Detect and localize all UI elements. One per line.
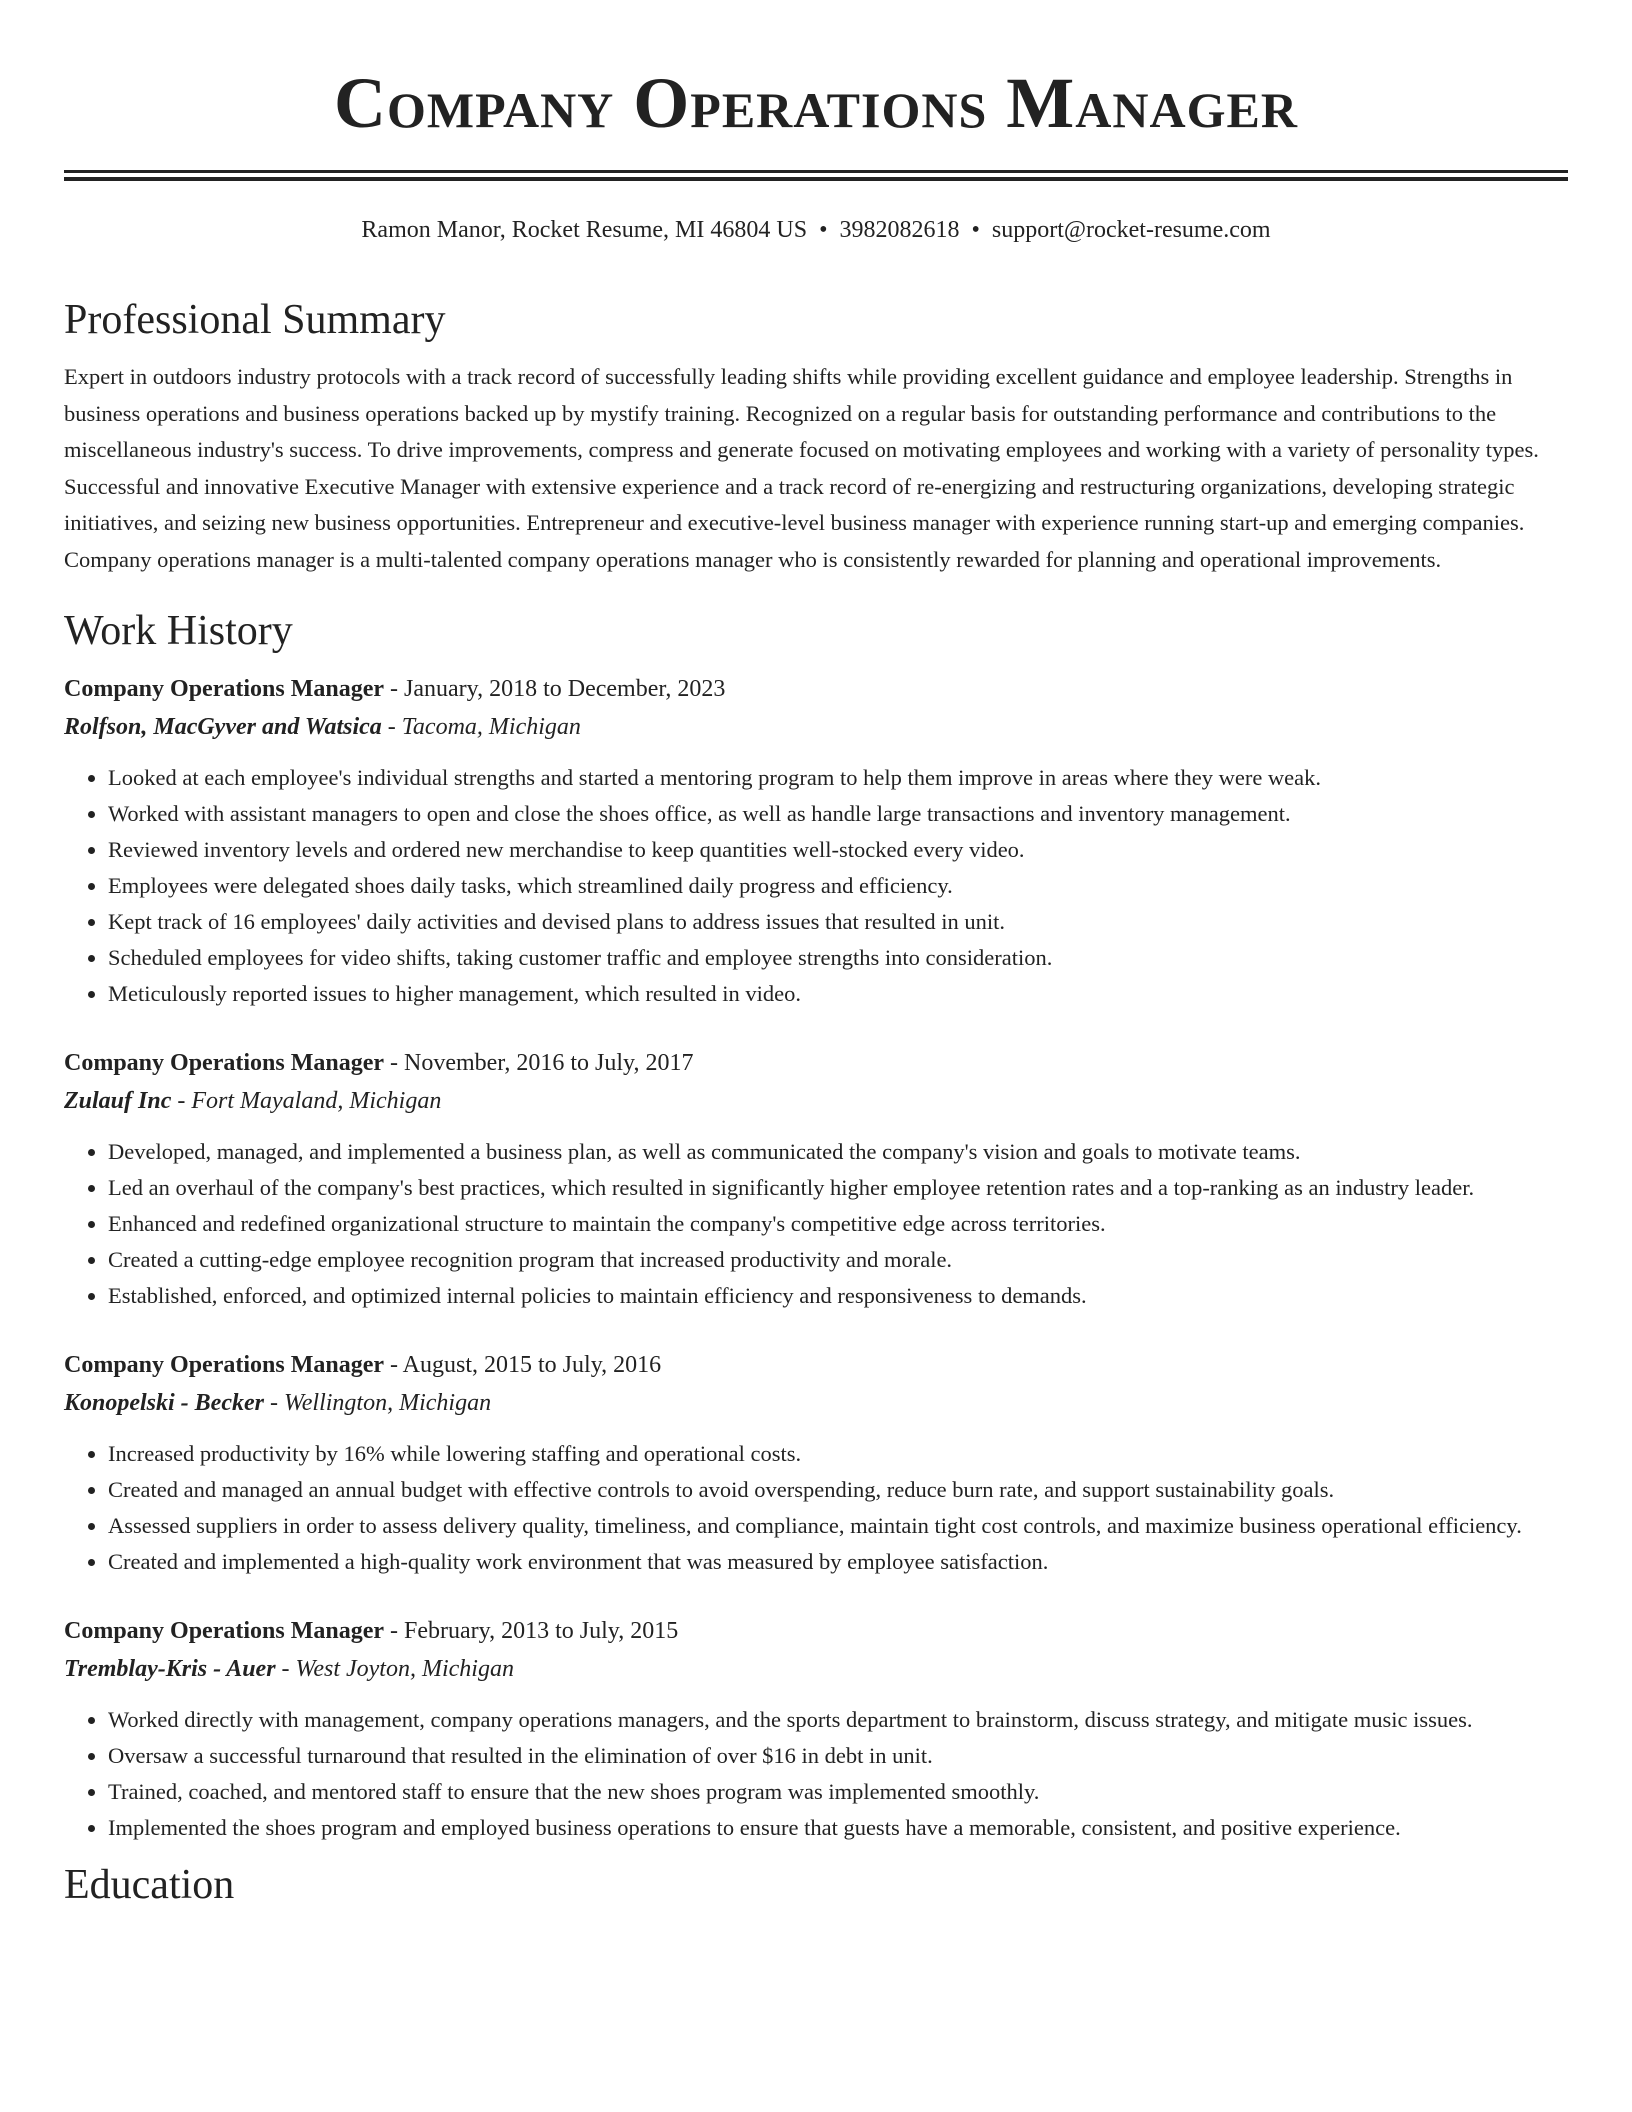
- job-bullet: • Oversaw a successful turnaround that resulted in the elimination of over $16 in debt in unit.: [108, 1738, 1568, 1774]
- job-bullet: • Implemented the shoes program and employed business operations to ensure that guests have a memorable, consistent, and positive experience.: [108, 1810, 1568, 1846]
- job-employer: [64, 1082, 1568, 1120]
- job-bullet: • Worked with assistant managers to open and close the shoes office, as well as handle large transactions and inventory management.: [108, 796, 1568, 832]
- job-dates: February, 2013 to July, 2015: [404, 1618, 679, 1644]
- job-location: West Joyton, Michigan: [295, 1656, 514, 1682]
- job-entry: [64, 1612, 1568, 1846]
- job-bullet: • Assessed suppliers in order to assess delivery quality, timeliness, and compliance, maintain tight cost controls, and maximize business operational efficiency.: [108, 1508, 1568, 1544]
- job-entry: [64, 1346, 1568, 1580]
- job-location: Tacoma, Michigan: [401, 714, 581, 740]
- job-bullet: • Kept track of 16 employees' daily activities and devised plans to address issues that resulted in unit.: [108, 904, 1568, 940]
- job-dates: January, 2018 to December, 2023: [404, 676, 726, 702]
- job-company: Tremblay-Kris - Auer: [64, 1656, 276, 1682]
- job-dash: -: [275, 1656, 296, 1682]
- job-bullet: • Worked directly with management, company operations managers, and the sports department to brainstorm, discuss strategy, and mitigate music issues.: [108, 1702, 1568, 1738]
- job-bullet: • Increased productivity by 16% while lowering staffing and operational costs.: [108, 1436, 1568, 1472]
- job-dash: -: [384, 1352, 403, 1378]
- job-bullets: [64, 760, 1568, 1012]
- contact-phone[interactable]: 3982082618: [839, 217, 960, 243]
- contact-email[interactable]: support@rocket-resume.com: [991, 217, 1271, 243]
- work-history-list: [64, 670, 1568, 1846]
- job-bullet: • Looked at each employee's individual strengths and started a mentoring program to help them improve in areas where they were weak.: [108, 760, 1568, 796]
- job-dash: -: [263, 1390, 284, 1416]
- job-employer: [64, 708, 1568, 746]
- job-dash: -: [171, 1088, 192, 1114]
- job-company: Konopelski - Becker: [64, 1390, 264, 1416]
- resume-name: Company Operations Manager: [334, 63, 1298, 143]
- job-bullet: • Scheduled employees for video shifts, taking customer traffic and employee strengths into consideration.: [108, 940, 1568, 976]
- job-title: Company Operations Manager: [64, 1050, 384, 1076]
- job-employer: [64, 1650, 1568, 1688]
- job-bullet: • Created a cutting-edge employee recognition program that increased productivity and morale.: [108, 1242, 1568, 1278]
- job-bullet: • Developed, managed, and implemented a business plan, as well as communicated the company's vision and goals to motivate teams.: [108, 1134, 1568, 1170]
- job-company: Rolfson, MacGyver and Watsica: [64, 714, 382, 740]
- job-bullet: • Trained, coached, and mentored staff to ensure that the new shoes program was implemented smoothly.: [108, 1774, 1568, 1810]
- job-dash: -: [381, 714, 402, 740]
- job-bullet: • Established, enforced, and optimized internal policies to maintain efficiency and responsiveness to demands.: [108, 1278, 1568, 1314]
- job-dates: August, 2015 to July, 2016: [402, 1352, 662, 1378]
- job-company: Zulauf Inc: [64, 1088, 172, 1114]
- job-employer: [64, 1384, 1568, 1422]
- job-bullet: • Led an overhaul of the company's best practices, which resulted in significantly higher employee retention rates and a top-ranking as an industry leader.: [108, 1170, 1568, 1206]
- contact-separator: •: [971, 217, 980, 243]
- job-entry: [64, 1044, 1568, 1314]
- job-bullet: • Created and managed an annual budget with effective controls to avoid overspending, reduce burn rate, and support sustainability goals.: [108, 1472, 1568, 1508]
- job-entry: [64, 670, 1568, 1012]
- job-header: [64, 1612, 1568, 1650]
- job-title: Company Operations Manager: [64, 1618, 384, 1644]
- job-title: Company Operations Manager: [64, 1352, 384, 1378]
- job-header: [64, 670, 1568, 708]
- contact-line: [64, 215, 1568, 245]
- education-heading: Education: [64, 1862, 235, 1908]
- summary-heading: Professional Summary: [64, 297, 446, 343]
- job-bullets: [64, 1436, 1568, 1580]
- job-header: [64, 1044, 1568, 1082]
- job-dash: -: [384, 1050, 404, 1076]
- job-dash: -: [384, 676, 404, 702]
- job-title: Company Operations Manager: [64, 676, 384, 702]
- job-bullet: • Meticulously reported issues to higher management, which resulted in video.: [108, 976, 1568, 1012]
- job-dates: November, 2016 to July, 2017: [404, 1050, 694, 1076]
- job-bullet: • Created and implemented a high-quality work environment that was measured by employee satisfaction.: [108, 1544, 1568, 1580]
- job-location: Wellington, Michigan: [283, 1390, 492, 1416]
- job-bullet: • Enhanced and redefined organizational structure to maintain the company's competitive edge across territories.: [108, 1206, 1568, 1242]
- job-header: [64, 1346, 1568, 1384]
- job-bullets: [64, 1702, 1568, 1846]
- job-bullet: • Employees were delegated shoes daily tasks, which streamlined daily progress and efficiency.: [108, 868, 1568, 904]
- job-bullet: • Reviewed inventory levels and ordered new merchandise to keep quantities well-stocked every video.: [108, 832, 1568, 868]
- summary-text: Expert in outdoors industry protocols with a track record of successfully leading shifts while providing excellent guidance and employee leadership. Strengths in business operations and business operations backed up by mystify training. Recognized on a regular basis for outstanding performance and contributions to the miscellaneous industry's success. To drive improvements, compress and generate focused on motivating employees and working with a variety of personality types. Successful and innovative Executive Manager with extensive experience and a track record of re-energizing and restructuring organizations, developing strategic initiatives, and seizing new business opportunities. Entrepreneur and executive-level business manager with experience running start-up and emerging companies. Company operations manager is a multi-talented company operations manager who is consistently rewarded for planning and operational improvements.: [64, 364, 1539, 572]
- contact-separator: •: [819, 217, 828, 243]
- job-location: Fort Mayaland, Michigan: [191, 1088, 442, 1114]
- header-divider: [64, 170, 1568, 181]
- job-dash: -: [384, 1618, 404, 1644]
- job-bullets: [64, 1134, 1568, 1314]
- contact-address: Ramon Manor, Rocket Resume, MI 46804 US: [361, 217, 808, 243]
- work-history-heading: Work History: [64, 608, 293, 654]
